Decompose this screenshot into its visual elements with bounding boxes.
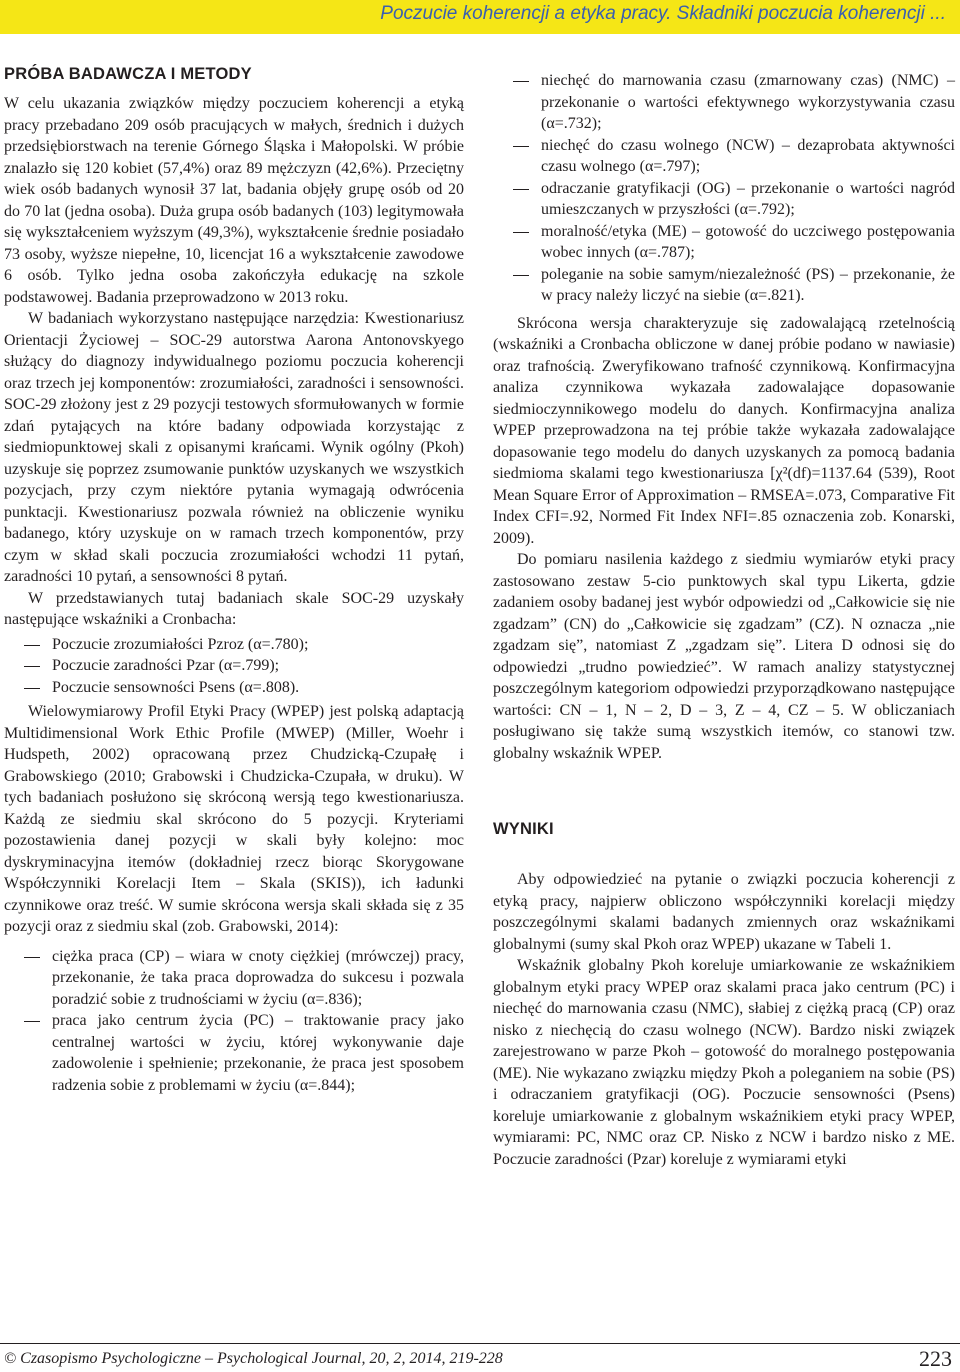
list-item: niechęć do marnowania czasu (zmarnowany czas) (NMC) – przekonanie o wartości efektywnego wykorzystywania czasu (α=.732);: [493, 70, 955, 135]
list-item: Poczucie zaradności Pzar (α=.799);: [4, 655, 464, 677]
list-item: moralność/etyka (ME) – gotowość do uczciwego postępowania wobec innych (α=.787);: [493, 221, 955, 264]
list-item: odraczanie gratyfikacji (OG) – przekonanie o wartości nagród umieszczanych w przyszłości (α=.792);: [493, 178, 955, 221]
paragraph-wpep: Wielowymiarowy Profil Etyki Pracy (WPEP) jest polską adaptacją Multidimensional Work Ethic Profile (MWEP) (Miller, Woehr i Hudspeth, 2002) opracowaną przez Chudzicką-Czupałę i Grabowskiego (2010; Grabowski i Chudzicka-Czupała, w druku). W tych badaniach posłużono się skróconą wersją tego kwestionariusza. Każdą ze siedmiu skal skrócono do 5 pozycji. Kryteriami pozostawienia danej pozycji w skali były kolejno: moc dyskryminacyjna itemów (dokładniej rzecz biorąc Skorygowane Współczynniki Korelacji Item – Skala (SKIS)), ich ładunki czynnikowe oraz treść. W sumie skrócona wersja skali składa się z 35 pozycji oraz z siedmiu skal (zob. Grabowski, 2014):: [4, 703, 464, 935]
paragraph-tools: W badaniach wykorzystano następujące narzędzia: Kwestionariusz Orientacji Życiowej – SOC-29 autorstwa Aarona Antonovskyego służący do diagnozy indywidualnego poziomu poczucia koherencji oraz trzech jej komponentów: zrozumiałości, zaradności i sensowności. SOC-29 złożony jest z 29 pozycji testowych sformułowanych w formie zdań pytających na które badany odpowiada korzystając z siedmiopunktowej skali z opisanymi krańcami. Wynik ogólny (Pkoh) uzyskuje się poprzez zsumowanie punktów uzyskanych we wszystkich pozycjach, przy czym niektóre pytania wymagają odwrócenia punktacji. Kwestionariusz pozwala również na obliczenie wyniku badanego, który uzyskuje on w ramach trzech komponentów, przy czym w skład skali poczucia zrozumiałości wchodzi 11 pytań, zaradności 10 pytań, a sensowności 8 pytań.: [4, 310, 464, 585]
soc-reliability-list: [4, 634, 464, 699]
paragraph-results-intro: Aby odpowiedzieć na pytanie o związki poczucia koherencji z etyką pracy, najpierw obliczono współczynniki korelacji między poszczególnymi skalami badanych zmiennych oraz wskaźnikami globalnymi (sumy skal Pkoh oraz WPEP) ukazane w Tabeli 1.: [493, 871, 955, 953]
footer-rule: [0, 1343, 960, 1344]
copyright-symbol: ©: [4, 1350, 21, 1367]
left-column: [4, 62, 464, 1099]
wpep-scales-list: [4, 946, 464, 1097]
footer-journal: [4, 1350, 503, 1368]
list-item: poleganie na sobie samym/niezależność (PS) – przekonanie, że w pracy należy liczyć na siebie (α=.821).: [493, 264, 955, 307]
footer-journal-text: Czasopismo Psychologiczne – Psychological Journal, 20, 2, 2014, 219-228: [20, 1350, 503, 1367]
list-item: niechęć do czasu wolnego (NCW) – dezaprobata aktywności czasu wolnego (α=.797);: [493, 135, 955, 178]
paragraph-sample: W celu ukazania związków między poczuciem koherencji a etyką pracy przebadano 209 osób pracujących w małych, średnich i dużych przedsiębiorstwach na terenie Górnego Śląska i Małopolski. W próbie znalazło się 120 kobiet (57,4%) oraz 89 mężczyzn (42,6%). Przeciętny wiek osób badanych wynosił 37 lat, badania objęły grupę osób od 20 do 70 lat (jedna osoba). Duża grupa osób badanych (103) legitymowała się wykształceniem wyższym (49,3%), wykształcenie średnie posiadało 73 osoby, wyższe niepełne, 10, licencjat 16 a wykształcenie zawodowe 6 osób. Tylko jedna osoba zakończyła edukację na szkole podstawowej. Badania przeprowadzono w 2013 roku.: [4, 95, 464, 306]
list-item: praca jako centrum życia (PC) – traktowanie pracy jako centralnej wartości w życiu, której wykonywanie daje zadowolenie i spełnienie; przekonanie, że praca jest sposobem radzenia sobie z problemami w życiu (α=.844);: [4, 1010, 464, 1096]
wpep-scales-list-continued: [493, 70, 955, 307]
section-title-methods: PRÓBA BADAWCZA I METODY: [4, 65, 252, 83]
list-item: Poczucie zrozumiałości Pzroz (α=.780);: [4, 634, 464, 656]
paragraph-likert: Do pomiaru nasilenia każdego z siedmiu wymiarów etyki pracy zastosowano zestaw 5-cio punktowych skal typu Likerta, gdzie zadaniem osoby badanej jest wybór odpowiedzi od „Całkowicie się nie zgadzam” (CN) do „Całkowicie się zgadzam” (CZ). N oznacza „nie zgadzam się”, natomiast Z „zgadzam się”. Litera D odnosi się do odpowiedzi „trudno powiedzieć”. W ramach analizy statystycznej poszczególnym kategoriom odpowiedzi przyporządkowano następujące wartości: CN – 1, N – 2, D – 3, Z – 4, CZ – 5. W obliczaniach posługiwano się także sumą wszystkich itemów, co stanowi tzw. globalny wskaźnik WPEP.: [493, 551, 955, 762]
list-item: Poczucie sensowności Psens (α=.808).: [4, 677, 464, 699]
running-header-title: Poczucie koherencji a etyka pracy. Składniki poczucia koherencji ...: [380, 3, 946, 24]
paragraph-reliability: Skrócona wersja charakteryzuje się zadowalającą rzetelnością (wskaźniki a Cronbacha obliczone w danej próbie podano w nawiasie) oraz trafnością. Zweryfikowano trafność czynnikową. Konfirmacyjna analiza czynnikowa wykazała zadowalające dopasowanie siedmioczynnikowego modelu do danych. Konfirmacyjna analiza WPEP przeprowadzona na tej próbie także wykazała zadowalające dopasowanie tego modelu do danych uzyskanych za pomocą badania siedmioma skalami tego kwestionariusza [χ²(df)=1137.64 (539), Root Mean Square Error of Approximation – RMSEA=.073, Comparative Fit Index CFI=.92, Normed Fit Index NFI=.85 oznaczenia zob. Konarski, 2009).: [493, 314, 955, 547]
list-item: ciężka praca (CP) – wiara w cnoty ciężkiej (mrówczej) pracy, przekonanie, że taka praca doprowadza do sukcesu i pozwala poradzić sobie z trudnościami w życiu (α=.836);: [4, 946, 464, 1011]
section-title-results: WYNIKI: [493, 820, 554, 838]
paragraph-results-global: Wskaźnik globalny Pkoh koreluje umiarkowanie ze wskaźnikiem globalnym etyki pracy WPEP oraz skalami praca jako centrum (PC) i niechęć do marnowania czasu (NMC), słabiej z ciężką pracą (CP) oraz nisko z niechęcią do czasu wolnego (NCW). Bardzo niski związek zarejestrowano w parze Pkoh – gotowość do moralnego postępowania (ME). Nie wykazano związku między Pkoh a poleganiem na sobie (PS) i odraczaniem gratyfikacji (OG). Poczucie sensowności (Psens) koreluje umiarkowanie z globalnym wskaźnikiem etyki pracy WPEP, wymiarami: PC, NMC oraz CP. Nisko z NCW i bardzo nisko z ME. Poczucie zaradności (Pzar) koreluje z wymiarami etyki: [493, 957, 955, 1168]
page-number: 223: [919, 1346, 952, 1371]
right-column: [493, 70, 955, 1170]
paragraph-cronbach-intro: W przedstawianych tutaj badaniach skale SOC-29 uzyskały następujące wskaźniki a Cronbacha:: [4, 589, 464, 628]
